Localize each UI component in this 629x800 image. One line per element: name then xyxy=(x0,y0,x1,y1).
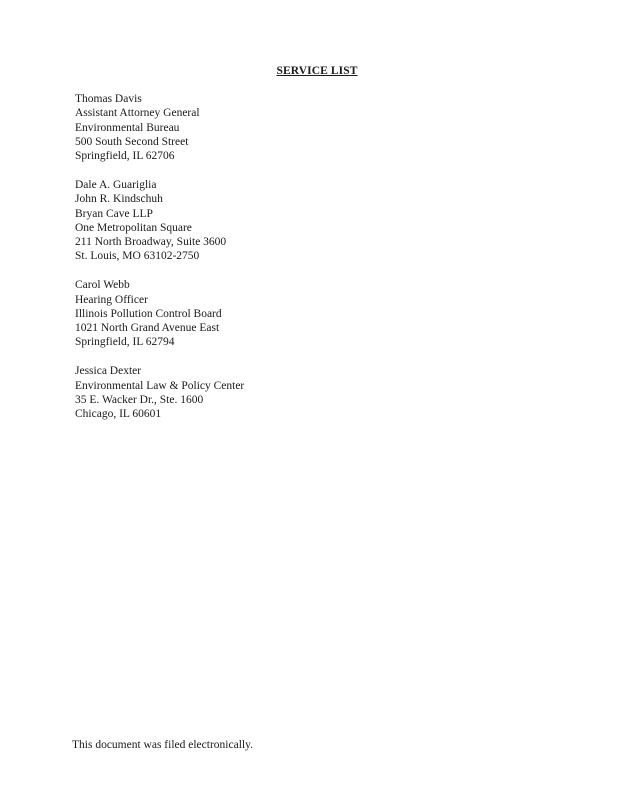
recipient-title: Assistant Attorney General xyxy=(75,107,200,120)
recipient-name: Carol Webb xyxy=(75,279,130,292)
recipient-city-state-zip: Springfield, IL 62794 xyxy=(75,336,175,349)
recipient-street-address: 500 South Second Street xyxy=(75,135,189,148)
recipient-organization: Environmental Bureau xyxy=(75,121,180,134)
recipient-organization: Bryan Cave LLP xyxy=(75,207,153,220)
recipient-city-state-zip: St. Louis, MO 63102-2750 xyxy=(75,250,200,263)
recipient-name: Jessica Dexter xyxy=(75,365,142,378)
recipient-building: One Metropolitan Square xyxy=(75,221,192,234)
recipient-title: Hearing Officer xyxy=(75,293,148,306)
recipient-block xyxy=(75,92,244,163)
recipient-name: Dale A. Guariglia xyxy=(75,178,157,191)
recipient-name: John R. Kindschuh xyxy=(75,193,163,206)
recipient-organization: Environmental Law & Policy Center xyxy=(75,379,245,392)
service-list xyxy=(75,92,244,436)
recipient-organization: Illinois Pollution Control Board xyxy=(75,307,222,320)
page-title: SERVICE LIST xyxy=(276,65,358,77)
recipient-city-state-zip: Springfield, IL 62706 xyxy=(75,150,175,163)
recipient-street-address: 35 E. Wacker Dr., Ste. 1600 xyxy=(75,393,204,406)
recipient-street-address: 211 North Broadway, Suite 3600 xyxy=(75,236,227,249)
recipient-block xyxy=(75,364,244,421)
filing-note: This document was filed electronically. xyxy=(72,739,253,751)
recipient-block xyxy=(75,278,244,349)
recipient-block xyxy=(75,178,244,264)
recipient-city-state-zip: Chicago, IL 60601 xyxy=(75,408,162,421)
recipient-name: Thomas Davis xyxy=(75,93,142,105)
recipient-street-address: 1021 North Grand Avenue East xyxy=(75,322,220,335)
